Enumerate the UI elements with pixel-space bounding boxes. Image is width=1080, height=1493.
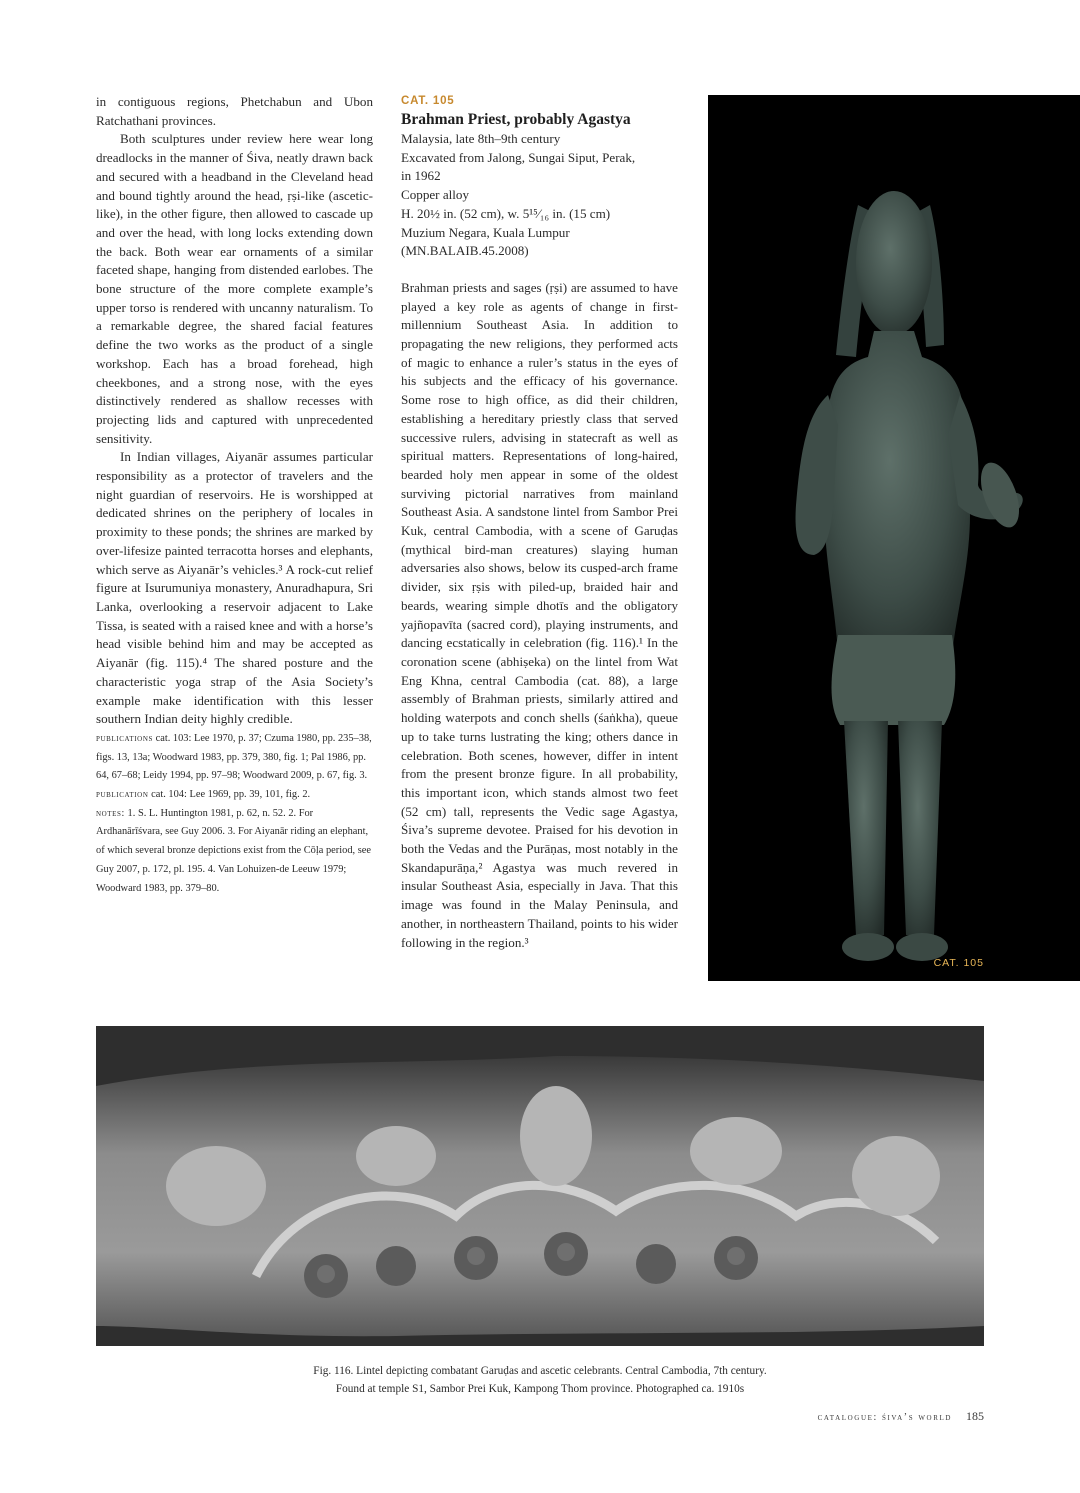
meta-excavation-year: in 1962 bbox=[401, 168, 441, 184]
publications-cat-103 bbox=[96, 730, 373, 786]
entry-metadata bbox=[401, 130, 678, 261]
meta-origin: Malaysia, late 8th–9th century bbox=[401, 131, 561, 146]
photo-cat-label: CAT. 105 bbox=[933, 957, 984, 969]
publication-cat-104 bbox=[96, 786, 373, 805]
figure-caption bbox=[96, 1362, 984, 1398]
meta-dimensions: H. 20½ in. (52 cm), w. 5¹⁵⁄₁₆ in. (15 cm) bbox=[401, 205, 611, 221]
publications-text: cat. 103: Lee 1970, p. 37; Czuma 1980, pp. 235–38, figs. 13, 13a; Woodward 1983, pp. 379, 380, fig. 1; Pal 1986, pp. 64, 67–68; Leidy 1994, pp. 97–98; Woodward 2009, p. 67, fig. 3. bbox=[96, 732, 372, 782]
meta-material: Copper alloy bbox=[401, 187, 470, 203]
publications-label: publications bbox=[96, 732, 153, 744]
caption-line-2: Found at temple S1, Sambor Prei Kuk, Kampong Thom province. Photographed ca. 1910s bbox=[335, 1383, 745, 1395]
meta-collection: Muzium Negara, Kuala Lumpur bbox=[401, 224, 570, 240]
page-footer bbox=[818, 1409, 984, 1424]
page-number: 185 bbox=[966, 1409, 984, 1423]
notes bbox=[96, 805, 373, 899]
left-paragraph-1: in contiguous regions, Phetchabun and Ubon Ratchathani provinces. bbox=[96, 94, 373, 128]
left-column bbox=[96, 93, 373, 898]
left-paragraph-2: Both sculptures under review here wear long dreadlocks in the manner of Śiva, neatly drawn back and secured with a headband in the Cleveland head and bound tightly around the head, ṛṣi-like (ascetic-like), in the other figure, then allowed to cascade up and over the head, with long locks extending down the back. Both wear ear ornaments of a similar faceted shape, hanging from distended earlobes. The bone structure of the more complete example’s upper torso is rendered with uncanny naturalism. To a remarkable degree, the shared facial features define the two works as the product of a single workshop. Each has a broad forehead, high cheekbones, and a strong nose, with the eyes distinctively rendered as shallow recesses with projecting lids and captured with unprecedented sensitivity. bbox=[96, 131, 373, 446]
statue-illustration bbox=[708, 95, 1080, 981]
running-head: catalogue: śiva’s world bbox=[817, 1412, 952, 1423]
entry-title: Brahman Priest, probably Agastya bbox=[401, 111, 631, 128]
bronze-statue-photo bbox=[708, 95, 1080, 981]
publication-label: publication bbox=[96, 789, 149, 801]
notes-block bbox=[96, 730, 373, 898]
lintel-photograph bbox=[96, 1026, 984, 1346]
left-paragraph-3: In Indian villages, Aiyanār assumes particular responsibility as a protector of travelers and the night guardian of reservoirs. He is worshipped at dedicated shrines on the periphery of locales in proximity to these ponds; the shrines are marked by over-lifesize painted terracotta horses and elephants, which serve as Aiyanār’s vehicles.³ A rock-cut relief figure at Isurumuniya monastery, Anuradhapura, Sri Lanka, overlooking a reservoir adjacent to Lake Tissa, is seated with a raised knee and with a horse’s head visible behind him and may be accepted as Aiyanār (fig. 115).⁴ The shared posture and the characteristic yoga strap of the Asia Society’s example make identification with this lesser southern Indian deity highly credible. bbox=[96, 449, 373, 727]
meta-excavation: Excavated from Jalong, Sungai Siput, Perak, bbox=[401, 149, 636, 165]
meta-accession: (MN.BALAIB.45.2008) bbox=[401, 243, 529, 259]
notes-text: 1. S. L. Huntington 1981, p. 62, n. 52. 2. For Ardhanārīśvara, see Guy 2006. 3. For Aiyanār riding an elephant, of which several bronze depictions exist from the Cōḷa period, see Guy 2007, p. 172, pl. 195. 4. Van Lohuizen-de Leeuw 1979; Woodward 1983, pp. 379–80. bbox=[96, 807, 371, 894]
catalogue-entry bbox=[401, 94, 678, 952]
notes-label: notes: bbox=[96, 807, 125, 819]
caption-line-1: Fig. 116. Lintel depicting combatant Garuḍas and ascetic celebrants. Central Cambodia, 7th century. bbox=[313, 1365, 767, 1377]
cat-label: CAT. 105 bbox=[401, 95, 455, 107]
lintel-illustration bbox=[96, 1026, 984, 1346]
publication-text: cat. 104: Lee 1969, pp. 39, 101, fig. 2. bbox=[151, 789, 311, 801]
entry-body: Brahman priests and sages (ṛṣi) are assumed to have played a key role as agents of change in first-millennium Southeast Asia. In addition to propagating the new religions, they performed acts of magic to enhance a ruler’s status in the eyes of his subjects and the efficacy of his governance. Some rose to high office, as did their children, establishing a hereditary priestly class that served successive rulers, advising in statecraft as well as spiritual matters. Representations of long-haired, bearded holy men appear in some of the oldest surviving pictorial narratives from mainland Southeast Asia. A sandstone lintel from Sambor Prei Kuk, central Cambodia, with a scene of Garuḍas (mythical bird-man creatures) slaying human adversaries also shows, below its cusped-arch frame divider, six ṛṣis with piled-up, braided hair and beards, wearing simple dhotīs and the obligatory yajñopavīta (sacred cord), playing instruments, and dancing ecstatically in celebration (fig. 116).¹ In the coronation scene (abhiṣeka) on the lintel from Wat Eng Khna, central Cambodia (cat. 88), a large assembly of Brahman priests, similarly attired and holding waterpots and conch shells (śaṅkha), queue up to take turns lustrating the king; others dance in celebration. Both scenes, however, differ in intent from the present bronze figure. In all probability, this important icon, which stands almost two feet (52 cm) tall, represents the Vedic sage Agastya, Śiva’s supreme devotee. Praised for his devotion in both the Vedas and the Purāṇas, most notably in the Skandapurāṇa,² Agastya was much revered in insular Southeast Asia, especially in Java. That this image was found in the Malay Peninsula, and another, in northeastern Thailand, points to his wider following in the region.³ bbox=[401, 279, 678, 950]
